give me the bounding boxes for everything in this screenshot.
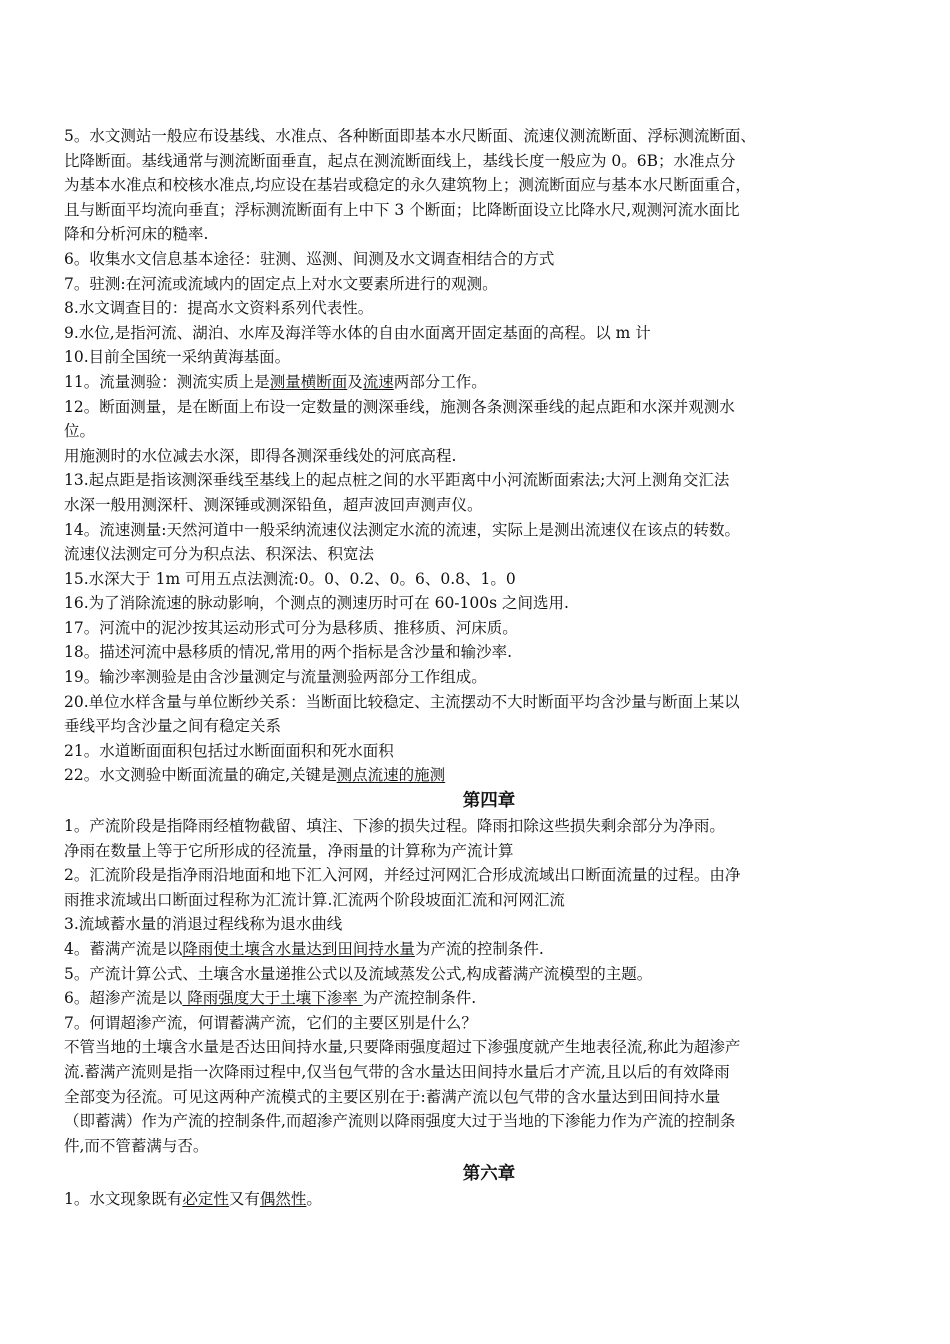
chapter4-section-a bbox=[64, 814, 914, 937]
paragraph-line: 9.水位,是指河流、湖泊、水库及海洋等水体的自由水面离开固定基面的高程。以 m 计 bbox=[64, 323, 651, 342]
paragraph-line: 21。水道断面面积包括过水断面面积和死水面积 bbox=[64, 741, 394, 760]
paragraph-line: 17。河流中的泥沙按其运动形式可分为悬移质、推移质、河床质。 bbox=[64, 618, 518, 637]
paragraph-line: （即蓄满）作为产流的控制条件,而超渗产流则以降雨强度大过于当地的下渗能力作为产流的控制条 bbox=[64, 1112, 736, 1131]
ch4-item-6-text: 6。超渗产流是以 bbox=[64, 989, 183, 1008]
chapter-4-heading: 第四章 bbox=[462, 791, 516, 812]
ch6-item-1-line bbox=[64, 1187, 914, 1212]
underlined-term: 偶然性 bbox=[259, 1190, 307, 1209]
paragraph-line: 8.水文调查目的：提高水文资料系列代表性。 bbox=[64, 299, 374, 318]
paragraph-line: 15.水深大于 1m 可用五点法测流:0。0、0.2、0。6、0.8、1。0 bbox=[64, 569, 516, 588]
paragraph-line: 3.流域蓄水量的消退过程线称为退水曲线 bbox=[64, 915, 343, 934]
paragraph-line: 净雨在数量上等于它所形成的径流量，净雨量的计算称为产流计算 bbox=[64, 841, 514, 860]
item-22-text: 22。水文测验中断面流量的确定,关键是 bbox=[64, 766, 337, 785]
underlined-term: 测点流速的施测 bbox=[336, 766, 446, 785]
paragraph-line: 12。断面测量，是在断面上布设一定数量的测深垂线，施测各条测深垂线的起点距和水深并观测水 bbox=[64, 397, 735, 416]
paragraph-line: 水深一般用测深杆、测深锤或测深铅鱼，超声波回声测声仪。 bbox=[64, 495, 483, 514]
paragraph-line: 16.为了消除流速的脉动影响，个测点的测速历时可在 60-100s 之间选用. bbox=[64, 594, 569, 613]
paragraph-line: 19。输沙率测验是由含沙量测定与流量测验两部分工作组成。 bbox=[64, 668, 487, 687]
item-11-text: 两部分工作。 bbox=[393, 372, 487, 391]
item-11-text: 11。流量测验：测流实质上是 bbox=[64, 372, 270, 391]
item-11-line bbox=[64, 370, 914, 395]
item-11-text: 及 bbox=[347, 372, 363, 391]
ch4-item-4-line bbox=[64, 937, 914, 962]
underlined-term: 测量横断面 bbox=[269, 372, 348, 391]
underlined-term: 必定性 bbox=[182, 1190, 229, 1209]
item-22-line bbox=[64, 763, 914, 788]
paragraph-line: 不管当地的土壤含水量是否达田间持水量,只要降雨强度超过下渗强度就产生地表径流,称此为超渗产 bbox=[64, 1038, 741, 1057]
document-page bbox=[64, 124, 914, 1212]
paragraph-line: 流.蓄满产流则是指一次降雨过程中,仅当包气带的含水量达田间持水量后才产流,且以后的有效降雨 bbox=[64, 1062, 730, 1081]
underlined-term: 流速 bbox=[362, 372, 394, 391]
paragraph-line: 14。流速测量:天然河道中一般采纳流速仪法测定水流的流速，实际上是测出流速仪在该点的转数。 bbox=[64, 520, 740, 539]
ch6-item-1-text: 又有 bbox=[228, 1190, 260, 1209]
underlined-term: 降雨强度大于土壤下渗率 bbox=[182, 989, 363, 1008]
paragraph-line: 7。驻测:在河流或流域内的固定点上对水文要素所进行的观测。 bbox=[64, 274, 498, 293]
ch6-item-1-text: 1。水文现象既有 bbox=[64, 1190, 183, 1209]
paragraph-line: 20.单位水样含量与单位断纱关系：当断面比较稳定、主流摆动不大时断面平均含沙量与断面上某以 bbox=[64, 692, 740, 711]
paragraph-line: 降和分析河床的糙率. bbox=[64, 225, 209, 244]
paragraph-line: 5。水文测站一般应布设基线、水准点、各种断面即基本水尺断面、流速仪测流断面、浮标测流断面、 bbox=[64, 127, 756, 145]
paragraph-line: 雨推求流域出口断面过程称为汇流计算.汇流两个阶段坡面汇流和河网汇流 bbox=[64, 890, 565, 909]
paragraph-line: 且与断面平均流向垂直；浮标测流断面有上中下 3 个断面；比降断面设立比降水尺,观测河流水面比 bbox=[64, 200, 740, 219]
ch4-item-4-text: 为产流的控制条件. bbox=[414, 940, 544, 958]
paragraph-line: 2。汇流阶段是指净雨沿地面和地下汇入河网，并经过河网汇合形成流域出口断面流量的过程。由净 bbox=[64, 866, 741, 885]
paragraph-line: 比降断面。基线通常与测流断面垂直，起点在测流断面线上，基线长度一般应为 0。6B；水准点分 bbox=[64, 151, 736, 170]
paragraph-line: 全部变为径流。可见这两种产流模式的主要区别在于:蓄满产流以包气带的含水量达到田间持水量 bbox=[64, 1087, 721, 1106]
underlined-term: 降雨使土壤含水量达到田间持水量 bbox=[182, 940, 415, 958]
paragraph-line: 为基本水准点和校核水准点,均应设在基岩或稳定的永久建筑物上；测流断面应与基本水尺断面重合， bbox=[64, 176, 751, 195]
paragraph-line: 用施测时的水位减去水深，即得各测深垂线处的河底高程. bbox=[64, 446, 457, 465]
chapter3-section-a bbox=[64, 124, 914, 370]
paragraph-line: 6。收集水文信息基本途径：驻测、巡测、间测及水文调查相结合的方式 bbox=[64, 249, 555, 268]
paragraph-line: 件,而不管蓄满与否。 bbox=[64, 1136, 209, 1155]
chapter4-section-b bbox=[64, 1011, 914, 1159]
paragraph-line: 10.目前全国统一采纳黄海基面。 bbox=[64, 348, 291, 367]
chapter-6-heading: 第六章 bbox=[462, 1164, 516, 1185]
ch4-item-4-text: 4。蓄满产流是以 bbox=[64, 940, 183, 958]
paragraph-line: 1。产流阶段是指降雨经植物截留、填注、下渗的损失过程。降雨扣除这些损失剩余部分为净雨。 bbox=[64, 817, 725, 836]
chapter3-section-b bbox=[64, 395, 914, 764]
paragraph-line: 7。何谓超渗产流，何谓蓄满产流，它们的主要区别是什么？ bbox=[64, 1013, 477, 1032]
ch4-item-5-line: 5。产流计算公式、土壤含水量递推公式以及流域蒸发公式,构成蓄满产流模型的主题。 bbox=[64, 964, 653, 983]
paragraph-line: 18。描述河流中悬移质的情况,常用的两个指标是含沙量和输沙率. bbox=[64, 643, 513, 662]
ch4-item-6-text: 为产流控制条件. bbox=[362, 989, 477, 1008]
paragraph-line: 位。 bbox=[64, 422, 96, 441]
paragraph-line: 垂线平均含沙量之间有稳定关系 bbox=[64, 717, 282, 736]
ch4-item-6-line bbox=[64, 986, 914, 1011]
ch6-item-1-text: 。 bbox=[306, 1190, 322, 1209]
paragraph-line: 13.起点距是指该测深垂线至基线上的起点桩之间的水平距离中小河流断面索法;大河上测角交汇法 bbox=[64, 471, 730, 490]
paragraph-line: 流速仪法测定可分为积点法、积深法、积宽法 bbox=[64, 545, 375, 564]
